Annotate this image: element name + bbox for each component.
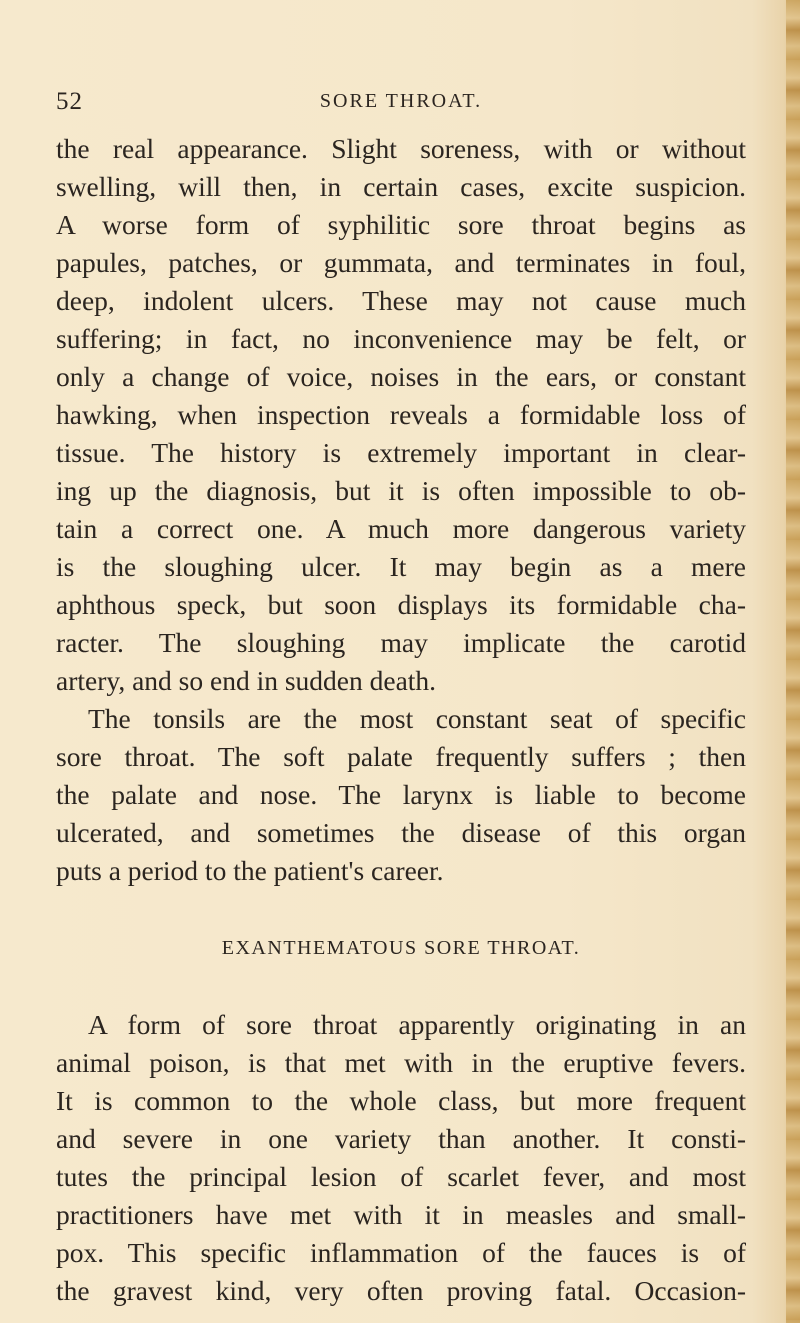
text-line: A worse form of syphilitic sore throat begins as [56,209,746,240]
text-line: practitioners have met with it in measles and small- [56,1199,746,1230]
text-line: the gravest kind, very often proving fatal. Occasion- [56,1275,746,1306]
text-line: A form of sore throat apparently originating in an [88,1009,746,1040]
page-number: 52 [56,88,83,115]
text-line: papules, patches, or gummata, and terminates in foul, [56,247,746,278]
text-line: tutes the principal lesion of scarlet fever, and most [56,1161,746,1192]
text-line: animal poison, is that met with in the eruptive fevers. [56,1047,746,1078]
text-line: The tonsils are the most constant seat of specific [88,703,746,734]
text-line: sore throat. The soft palate frequently suffers ; then [56,741,746,772]
text-line: hawking, when inspection reveals a formidable loss of [56,399,746,430]
text-line: aphthous speck, but soon displays its formidable cha- [56,589,746,620]
text-line: It is common to the whole class, but more frequent [56,1085,746,1116]
running-title: SORE THROAT. [319,90,483,112]
paragraph-2 [56,700,746,890]
running-head [56,88,746,116]
text-line: is the sloughing ulcer. It may begin as a mere [56,551,746,582]
section-heading: EXANTHEMATOUS SORE THROAT. [221,937,581,959]
text-line: racter. The sloughing may implicate the carotid [56,627,746,658]
text-line: suffering; in fact, no inconvenience may be felt, or [56,323,746,354]
text-line: ulcerated, and sometimes the disease of this organ [56,817,746,848]
text-line: and severe in one variety than another. It consti- [56,1123,746,1154]
text-line: puts a period to the patient's career. [56,855,444,886]
text-line: swelling, will then, in certain cases, excite suspicion. [56,171,746,202]
text-line: pox. This specific inflammation of the fauces is of [56,1237,746,1268]
text-line: ing up the diagnosis, but it is often impossible to ob- [56,475,746,506]
text-line: the palate and nose. The larynx is liable to become [56,779,746,810]
body-text [56,130,746,1310]
text-line: tissue. The history is extremely important in clear- [56,437,746,468]
paragraph-3 [56,1006,746,1310]
text-line: deep, indolent ulcers. These may not cause much [56,285,746,316]
text-line: only a change of voice, noises in the ears, or constant [56,361,746,392]
page-edge [786,0,800,1323]
paragraph-1 [56,130,746,700]
text-line: the real appearance. Slight soreness, with or without [56,133,746,164]
text-line: tain a correct one. A much more dangerous variety [56,513,746,544]
text-line: artery, and so end in sudden death. [56,665,437,696]
